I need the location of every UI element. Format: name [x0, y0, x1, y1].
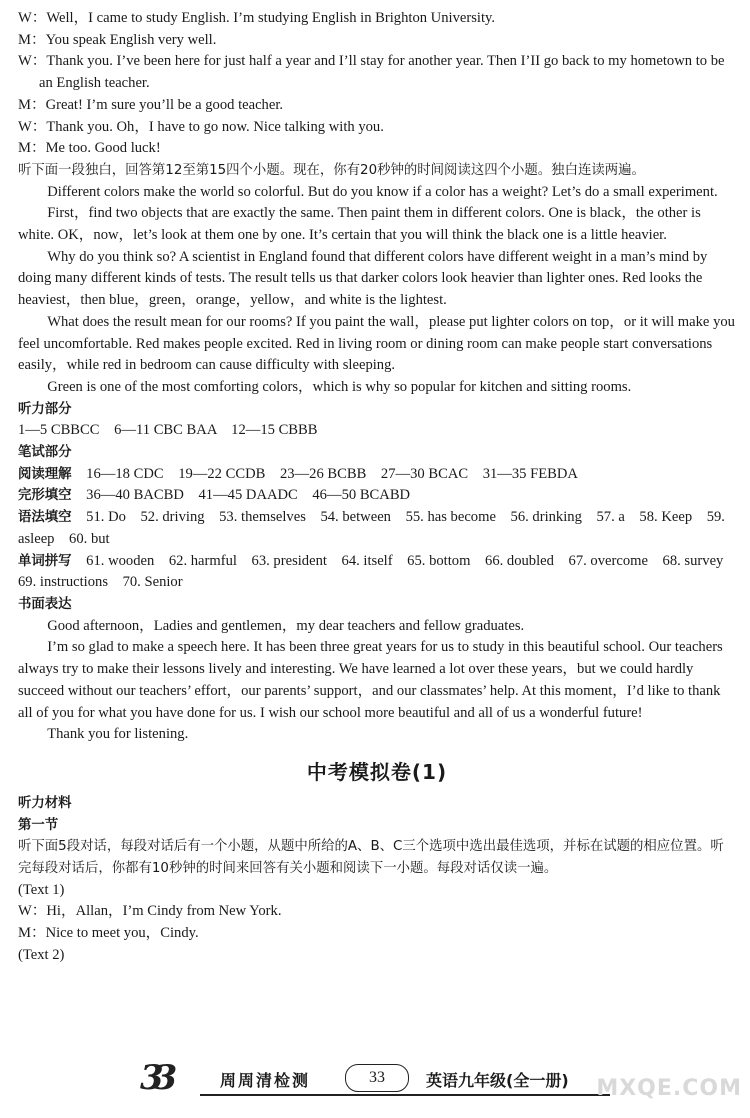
speaker-label: M： — [18, 31, 46, 48]
answers-values: 16—18 CDC 19—22 CCDB 23—26 BCBB 27—30 BCAC 31—35 FEBDA — [86, 465, 578, 482]
series-title: 周周清检测 — [220, 1071, 311, 1090]
book-title: 英语九年级(全一册) — [426, 1071, 569, 1090]
materials-label: 听力材料 — [18, 795, 72, 811]
speaker-label: M： — [18, 140, 46, 157]
dialogue-text: Great! I’m sure you’ll be a good teacher. — [45, 96, 284, 113]
dialogue-text: Nice to meet you，Cindy. — [45, 925, 199, 942]
dialogue-text: You speak English very well. — [45, 31, 217, 48]
speaker-label: W： — [18, 903, 47, 920]
answers-label: 阅读理解 — [18, 466, 72, 482]
monologue-paragraph: Different colors make the world so colorful. But do you know if a color has a weight? Let’s do a small experiment. — [47, 183, 718, 200]
dialogue-line — [18, 51, 736, 94]
dialogue-text: Thank you. I’ve been here for just half a year and I’ll stay for another year. Then I’II go back to my hometown to be an English teacher. — [39, 53, 725, 92]
answers-cloze-row — [18, 485, 736, 507]
page-content — [18, 8, 736, 967]
monologue-instruction: 听下面一段独白，回答第12至第15四个小题。现在，你有20秒钟的时间阅读这四个小题。独白连读两遍。 — [18, 162, 645, 178]
section-title-listening: 听力部分 — [18, 401, 72, 417]
brand-logo: 33 — [140, 1058, 168, 1098]
speaker-label: W： — [18, 10, 47, 26]
dialogue-line — [18, 95, 736, 117]
answers-reading-row — [18, 464, 736, 486]
answers-values: 36—40 BACBD 41—45 DAADC 46—50 BCABD — [86, 487, 411, 504]
monologue-paragraph: What does the result mean for our rooms? If you paint the wall，please put lighter colors on top，or it will make you feel uncomfortable. Red makes people excited. Red in living room or dining room can make people start conversations easily，while red in bedroom can cause difficulty with sleeping. — [18, 313, 735, 374]
dialogue-text: Me too. Good luck! — [45, 140, 161, 157]
section-label: 第一节 — [18, 817, 59, 833]
mock-exam-instruction: 听下面5段对话，每段对话后有一个小题，从题中所给的A、B、C三个选项中选出最佳选项，并标在试题的相应位置。听完每段对话后，你都有10秒钟的时间来回答有关小题和阅读下一小题。每段对话仅读一遍。 — [18, 839, 724, 877]
dialogue-text: Well，I came to study English. I’m studying English in Brighton University. — [46, 10, 495, 26]
mock-exam-title: 中考模拟卷(1) — [306, 759, 448, 784]
speaker-label: W： — [18, 53, 47, 70]
speaker-label: M： — [18, 96, 46, 113]
monologue-paragraph: First，find two objects that are exactly the same. Then paint them in different colors. One is black，the other is white. OK，now，let’s look at them one by one. It’s certain that you will think the black one is a little heavier. — [18, 205, 701, 244]
dialogue-line — [18, 138, 736, 160]
page-number: 33 — [345, 1064, 409, 1092]
monologue-paragraph: Why do you think so? A scientist in England found that different colors have different weight in a man’s mind by doing many different kinds of tests. The result tells us that darker colors look heavier than lighter ones. Red looks the heaviest，then blue，green，orange，yellow，and white is the lightest. — [18, 248, 708, 309]
answers-label: 单词拼写 — [18, 553, 72, 569]
dialogue-line — [18, 117, 736, 139]
watermark-logo: MXQE.COM — [596, 1076, 742, 1101]
page-footer — [140, 1058, 610, 1098]
answers-label: 语法填空 — [18, 510, 72, 526]
answers-values: 51. Do 52. driving 53. themselves 54. between 55. has become 56. drinking 57. a 58. Keep 59. asleep 60. but — [18, 509, 725, 547]
answers-listening: 1—5 CBBCC 6—11 CBC BAA 12—15 CBBB — [18, 422, 318, 439]
essay-paragraph: I’m so glad to make a speech here. It has been three great years for us to study in this beautiful school. Our teachers always try to make their lessons lively and interesting. We have learned a lot over these years，but we could hardly succeed without our teachers’ effort，our parents’ support，and our classmates’ help. At this moment，I’d like to thank all of you for what you have done for us. I wish our school more beautiful and all of us a wonderful future! — [18, 639, 723, 721]
dialogue-line — [18, 8, 736, 30]
section-title-writing: 书面表达 — [18, 596, 72, 612]
dialogue-text: Thank you. Oh，I have to go now. Nice talking with you. — [46, 118, 384, 135]
text-label: (Text 1) — [18, 881, 65, 898]
text-label: (Text 2) — [18, 946, 65, 963]
answers-spelling-row — [18, 551, 736, 594]
dialogue-line — [18, 30, 736, 52]
dialogue-line — [18, 923, 736, 945]
dialogue-line — [18, 901, 736, 923]
section-title-written: 笔试部分 — [18, 445, 72, 461]
speaker-label: M： — [18, 925, 46, 942]
essay-paragraph: Good afternoon，Ladies and gentlemen，my dear teachers and fellow graduates. — [47, 617, 525, 634]
essay-paragraph: Thank you for listening. — [47, 726, 189, 743]
dialogue-text: Hi，Allan，I’m Cindy from New York. — [46, 903, 282, 920]
footer-rule — [200, 1094, 610, 1096]
monologue-paragraph: Green is one of the most comforting colors，which is why so popular for kitchen and sitting rooms. — [47, 378, 632, 395]
answers-grammar-row — [18, 507, 736, 550]
speaker-label: W： — [18, 118, 47, 135]
answers-label: 完形填空 — [18, 488, 72, 504]
answers-values: 61. wooden 62. harmful 63. president 64. itself 65. bottom 66. doubled 67. overcome 68. survey 69. instructions 70. Senior — [18, 552, 738, 591]
